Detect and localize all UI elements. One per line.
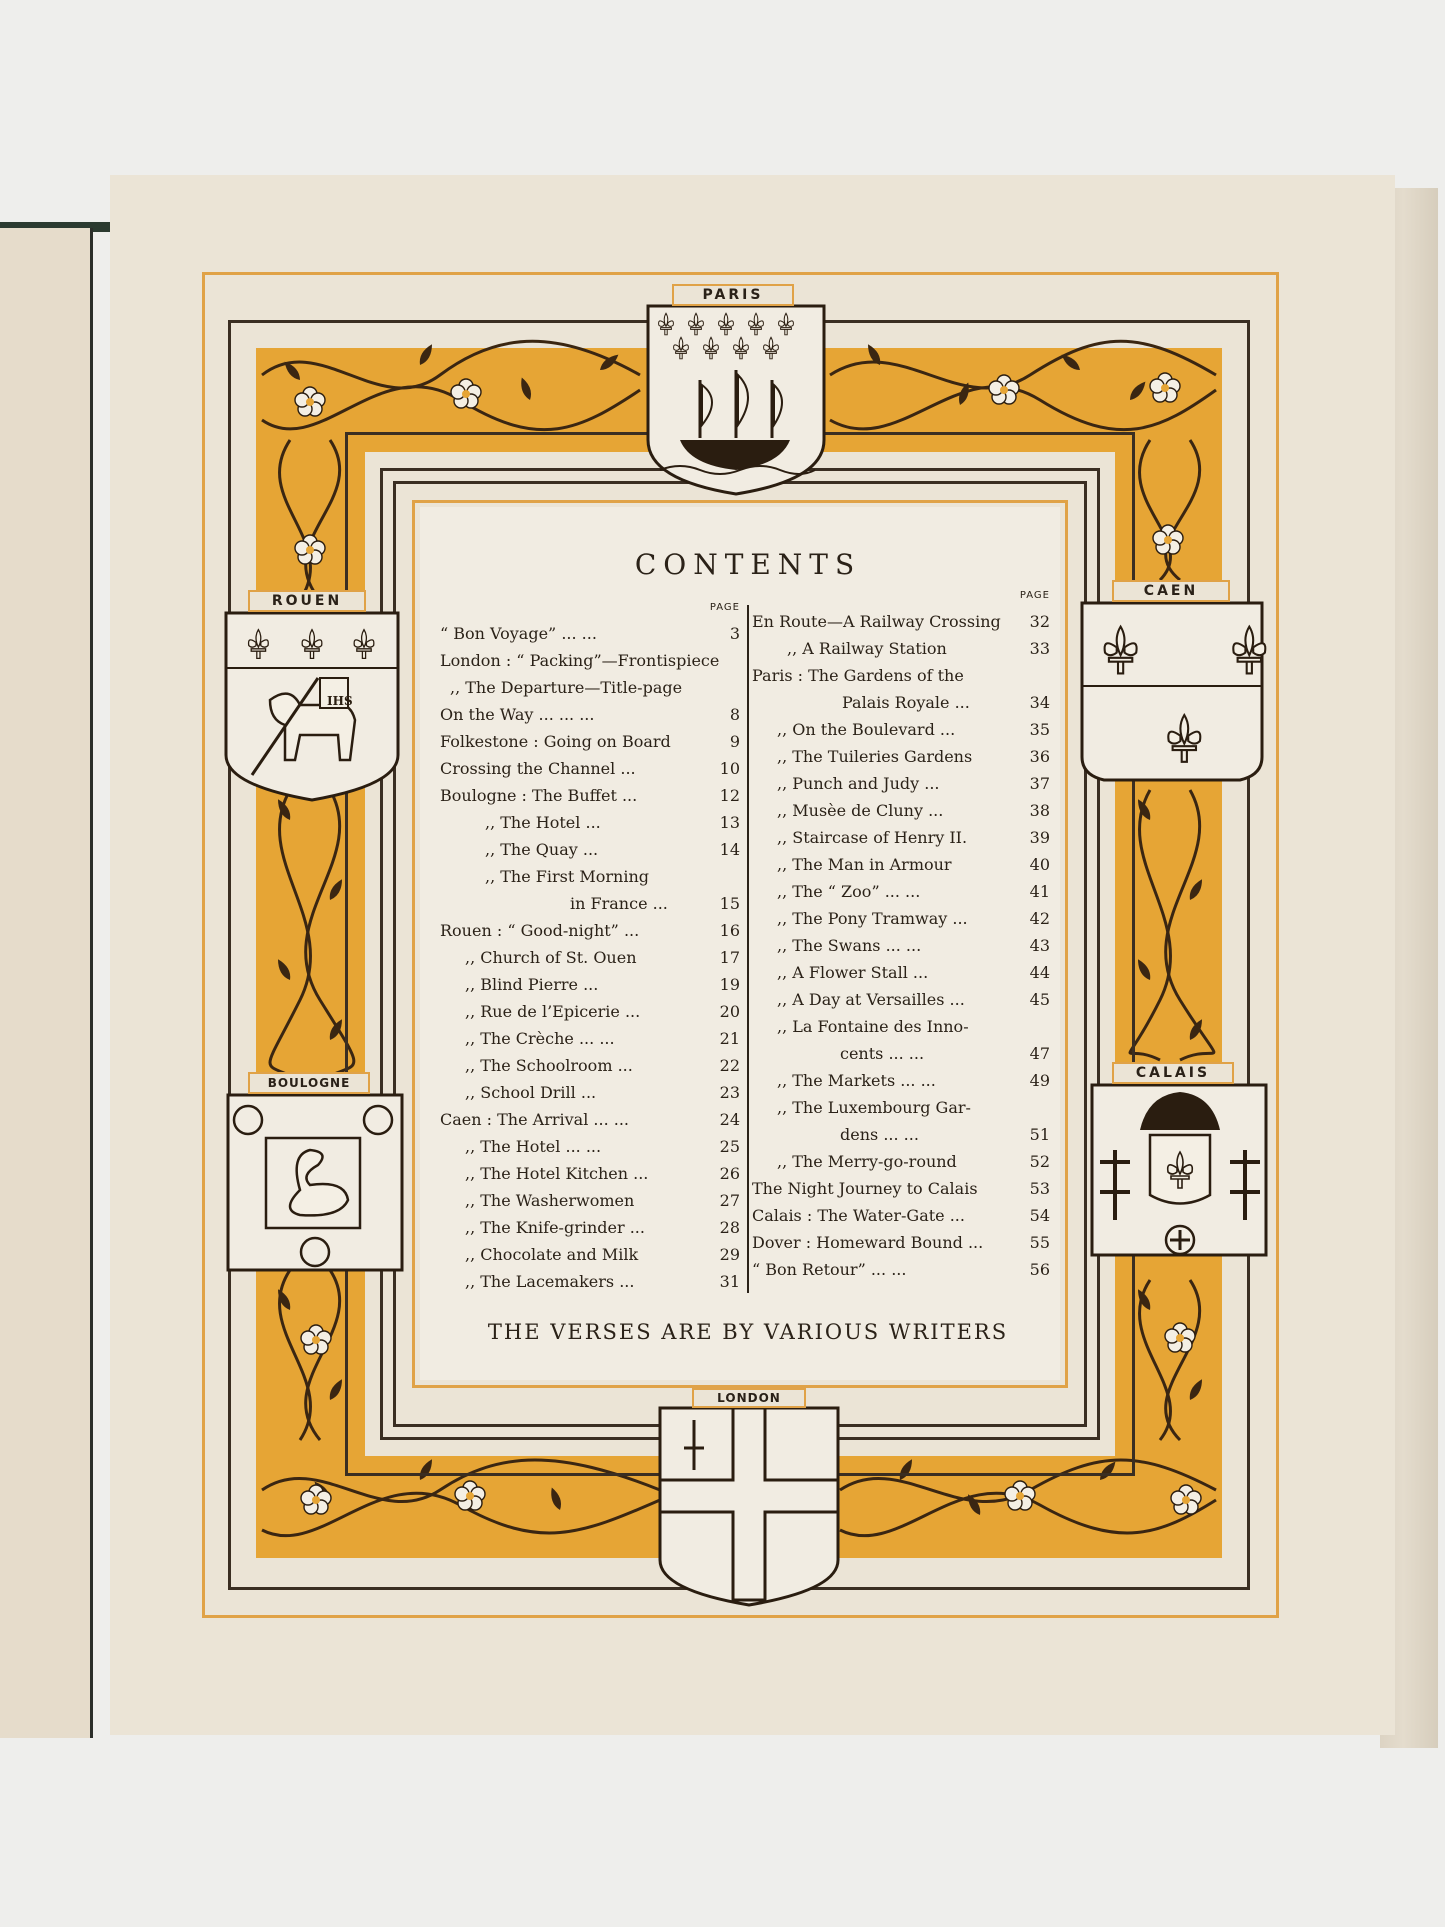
shield-label-rouen: ROUEN [248, 590, 366, 612]
toc-entry-title: ,, Blind Pierre ... [465, 975, 599, 994]
toc-entry-title: “ Bon Retour” ... ... [752, 1260, 907, 1279]
toc-entry-page: 26 [719, 1164, 740, 1183]
toc-entry-page: 9 [729, 732, 740, 751]
toc-entry-title: ,, A Flower Stall ... [777, 963, 929, 982]
toc-entry-page: 13 [719, 813, 740, 832]
page-column-header: PAGE [1019, 590, 1050, 601]
toc-entry [440, 1029, 740, 1056]
toc-entry [440, 1245, 740, 1272]
toc-entry-title: En Route—A Railway Crossing [752, 612, 1001, 631]
toc-entry [752, 1260, 1050, 1287]
toc-entry [752, 828, 1050, 855]
toc-entry-page: 29 [719, 1245, 740, 1264]
toc-entry [752, 612, 1050, 639]
toc-entry-page: 51 [1029, 1125, 1050, 1144]
toc-entry [752, 666, 1050, 693]
shield-label-caen: CAEN [1112, 580, 1230, 602]
toc-entry-title: ,, The “ Zoo” ... ... [777, 882, 921, 901]
toc-entry-title: ,, La Fontaine des Inno- [777, 1017, 969, 1036]
toc-entry-page: 27 [719, 1191, 740, 1210]
toc-entry-page: 41 [1029, 882, 1050, 901]
toc-entry-title: ,, Rue de l’Epicerie ... [465, 1002, 641, 1021]
toc-entry-title: “ Bon Voyage” ... ... [440, 624, 597, 643]
toc-entry-page: 32 [1029, 612, 1050, 631]
shield-label-calais: CALAIS [1112, 1062, 1234, 1084]
toc-entry-title: ,, Musèe de Cluny ... [777, 801, 944, 820]
toc-entry-page: 47 [1029, 1044, 1050, 1063]
toc-entry-title: London : “ Packing”—Frontispiece [440, 651, 720, 670]
toc-entry-page: 35 [1029, 720, 1050, 739]
toc-entry-page: 17 [719, 948, 740, 967]
toc-entry-page: 55 [1029, 1233, 1050, 1252]
toc-entry [752, 936, 1050, 963]
toc-entry [752, 855, 1050, 882]
toc-entry [752, 693, 1050, 720]
toc-entry-title: ,, School Drill ... [465, 1083, 597, 1102]
toc-entry [440, 867, 740, 894]
toc-entry [440, 813, 740, 840]
toc-entry-page: 8 [729, 705, 740, 724]
toc-entry [752, 1071, 1050, 1098]
toc-entry [752, 1206, 1050, 1233]
toc-entry [440, 759, 740, 786]
toc-entry [440, 1137, 740, 1164]
toc-entry-page: 28 [719, 1218, 740, 1237]
toc-right-column [752, 590, 1050, 1287]
toc-entry-title: ,, The Markets ... ... [777, 1071, 936, 1090]
toc-entry [752, 1044, 1050, 1071]
toc-entry [440, 948, 740, 975]
toc-entry-title: ,, The Tuileries Gardens [777, 747, 973, 766]
toc-entry-page: 20 [719, 1002, 740, 1021]
toc-entry [752, 1125, 1050, 1152]
toc-entry [440, 1191, 740, 1218]
toc-entry [440, 651, 740, 678]
toc-entry-title: ,, The Swans ... ... [777, 936, 922, 955]
toc-entry [752, 639, 1050, 666]
toc-entry-page: 31 [719, 1272, 740, 1291]
toc-entry-title: Folkestone : Going on Board [440, 732, 671, 751]
toc-entry-title: ,, The Schoolroom ... [465, 1056, 633, 1075]
toc-entry-title: in France ... [570, 894, 668, 913]
toc-entry-page: 3 [729, 624, 740, 643]
toc-entry-page: 24 [719, 1110, 740, 1129]
toc-entry-page: 19 [719, 975, 740, 994]
toc-entry-page: 33 [1029, 639, 1050, 658]
toc-entry-page: 52 [1029, 1152, 1050, 1171]
toc-entry-page: 21 [719, 1029, 740, 1048]
toc-entry [440, 1272, 740, 1299]
toc-entry-title: ,, The Luxembourg Gar- [777, 1098, 971, 1117]
toc-entry [440, 678, 740, 705]
toc-entry [752, 747, 1050, 774]
toc-entry [440, 894, 740, 921]
toc-entry [752, 963, 1050, 990]
toc-entry-title: Paris : The Gardens of the [752, 666, 964, 685]
toc-entry-page: 14 [719, 840, 740, 859]
toc-entry-page: 10 [719, 759, 740, 778]
toc-entry-title: ,, A Railway Station [787, 639, 947, 658]
toc-entry-page: 36 [1029, 747, 1050, 766]
toc-entry [440, 624, 740, 651]
toc-entry-title: Boulogne : The Buffet ... [440, 786, 638, 805]
toc-entry [752, 1017, 1050, 1044]
toc-entry-title: ,, The Hotel ... [485, 813, 601, 832]
page-column-header: PAGE [709, 602, 740, 613]
toc-entry-page: 39 [1029, 828, 1050, 847]
toc-entry [440, 921, 740, 948]
toc-entry [752, 1233, 1050, 1260]
calais-shield [1092, 1085, 1266, 1255]
toc-entry [440, 1164, 740, 1191]
toc-entry [440, 1083, 740, 1110]
toc-entry-title: ,, The First Morning [485, 867, 650, 886]
toc-entry [440, 1002, 740, 1029]
toc-entry-title: ,, The Departure—Title-page [450, 678, 683, 697]
toc-entry-title: ,, The Hotel ... ... [465, 1137, 602, 1156]
toc-entry-title: ,, Chocolate and Milk [465, 1245, 639, 1264]
toc-entry-title: ,, On the Boulevard ... [777, 720, 956, 739]
toc-entry-title: cents ... ... [840, 1044, 925, 1063]
toc-entry [440, 786, 740, 813]
toc-entry-page: 56 [1029, 1260, 1050, 1279]
shield-label-boulogne: BOULOGNE [248, 1072, 370, 1094]
toc-entry-title: ,, The Hotel Kitchen ... [465, 1164, 649, 1183]
boulogne-shield [228, 1095, 402, 1270]
shield-label-paris: PARIS [672, 284, 794, 306]
toc-entry-page: 54 [1029, 1206, 1050, 1225]
toc-entry [752, 1152, 1050, 1179]
toc-entry-title: ,, The Crèche ... ... [465, 1029, 615, 1048]
toc-entry-title: The Night Journey to Calais [752, 1179, 978, 1198]
toc-entry-page: 45 [1029, 990, 1050, 1009]
toc-entry-title: Palais Royale ... [842, 693, 970, 712]
rouen-shield [226, 613, 398, 800]
toc-entry [752, 774, 1050, 801]
toc-entry [440, 705, 740, 732]
toc-entry-title: ,, The Quay ... [485, 840, 599, 859]
toc-entry-title: Caen : The Arrival ... ... [440, 1110, 629, 1129]
toc-entry-title: ,, Church of St. Ouen [465, 948, 637, 967]
toc-entry-title: Dover : Homeward Bound ... [752, 1233, 984, 1252]
toc-entry-title: ,, Staircase of Henry II. [777, 828, 968, 847]
toc-entry-title: Calais : The Water-Gate ... [752, 1206, 965, 1225]
toc-entry [752, 882, 1050, 909]
toc-entry-title: ,, The Merry-go-round [777, 1152, 957, 1171]
toc-entry [440, 975, 740, 1002]
rouen-banner-ihs: IHS [327, 694, 353, 708]
paris-shield [648, 306, 824, 494]
toc-entry-title: ,, The Man in Armour [777, 855, 952, 874]
caen-shield [1082, 603, 1265, 780]
page-title: CONTENTS [634, 548, 862, 581]
toc-entry [440, 1056, 740, 1083]
london-shield [660, 1408, 838, 1605]
toc-entry [440, 732, 740, 759]
toc-entry-page: 40 [1029, 855, 1050, 874]
toc-entry-page: 22 [719, 1056, 740, 1075]
toc-left-column [440, 602, 740, 1299]
toc-entry [752, 801, 1050, 828]
toc-entry-page: 23 [719, 1083, 740, 1102]
toc-entry-page: 44 [1029, 963, 1050, 982]
toc-entry-page: 38 [1029, 801, 1050, 820]
toc-entry-title: ,, The Lacemakers ... [465, 1272, 635, 1291]
toc-entry-page: 43 [1029, 936, 1050, 955]
toc-entry-page: 15 [719, 894, 740, 913]
toc-entry [752, 720, 1050, 747]
toc-entry-title: Rouen : “ Good-night” ... [440, 921, 640, 940]
toc-entry [752, 909, 1050, 936]
toc-entry-page: 16 [719, 921, 740, 940]
toc-entry-title: ,, Punch and Judy ... [777, 774, 940, 793]
shield-label-london: LONDON [692, 1388, 806, 1408]
verses-note: THE VERSES ARE BY VARIOUS WRITERS [487, 1320, 1009, 1344]
toc-entry [440, 1110, 740, 1137]
toc-entry [752, 1179, 1050, 1206]
toc-entry [440, 840, 740, 867]
toc-entry-page: 34 [1029, 693, 1050, 712]
toc-entry-title: ,, The Knife-grinder ... [465, 1218, 645, 1237]
toc-entry-title: ,, A Day at Versailles ... [777, 990, 965, 1009]
toc-entry-title: ,, The Washerwomen [465, 1191, 635, 1210]
column-divider [747, 605, 749, 1293]
toc-entry [440, 1218, 740, 1245]
toc-entry-page: 12 [719, 786, 740, 805]
toc-entry-title: dens ... ... [840, 1125, 919, 1144]
toc-entry [752, 990, 1050, 1017]
toc-entry [752, 1098, 1050, 1125]
toc-entry-page: 25 [719, 1137, 740, 1156]
toc-entry-title: On the Way ... ... ... [440, 705, 595, 724]
toc-entry-page: 42 [1029, 909, 1050, 928]
toc-entry-page: 37 [1029, 774, 1050, 793]
toc-entry-page: 53 [1029, 1179, 1050, 1198]
toc-entry-title: ,, The Pony Tramway ... [777, 909, 968, 928]
toc-entry-title: Crossing the Channel ... [440, 759, 636, 778]
toc-entry-page: 49 [1029, 1071, 1050, 1090]
